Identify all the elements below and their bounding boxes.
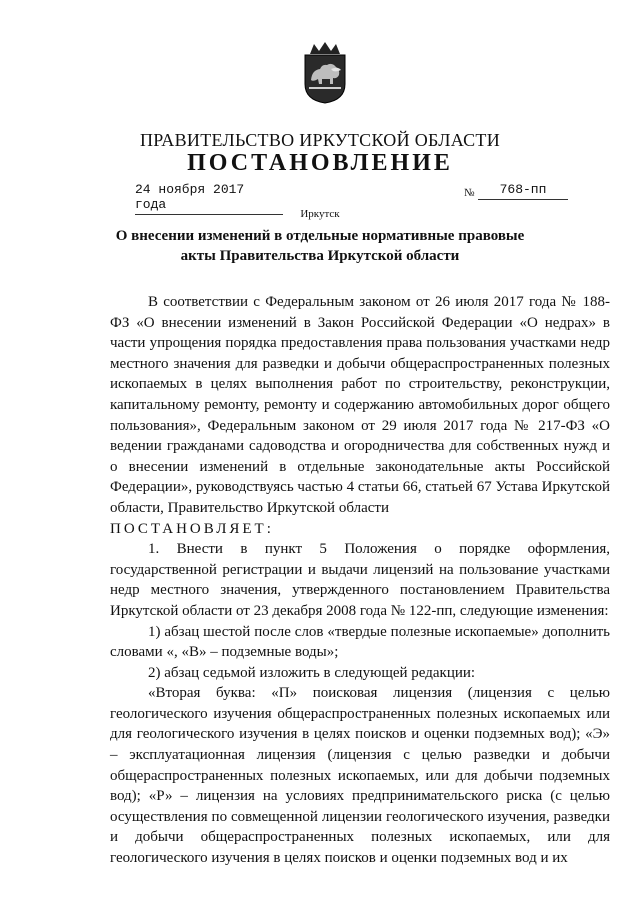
decree-heading: ПОСТАНОВЛЯЕТ: <box>110 520 274 537</box>
document-number: 768-пп <box>478 182 568 200</box>
irkutsk-coat-of-arms-icon <box>300 42 350 104</box>
subitem-1-paragraph: 1) абзац шестой после слов «твердые полезные ископаемые» дополнить словами «, «В» – подземные воды»; <box>110 623 610 661</box>
number-label: № <box>464 187 475 199</box>
document-subject: О внесении изменений в отдельные нормативные правовые акты Правительства Иркутской области <box>115 228 525 264</box>
city: Иркутск <box>300 208 340 220</box>
subitem-2-paragraph: 2) абзац седьмой изложить в следующей редакции: <box>148 664 476 681</box>
item-1-paragraph: 1. Внести в пункт 5 Положения о порядке оформления, государственной регистрации и выдачи лицензий на пользование участками недр местного значения, утвержденного постановлением Правительства Иркутской области от 23 декабря 2008 года № 122-пп, следующие изменения: <box>110 541 610 619</box>
quoted-text-paragraph: «Вторая буква: «П» поисковая лицензия (лицензия с целью геологического изучения общераспространенных полезных ископаемых или для геологического изучения в целях поисков и оценки подземных вод); «Э» – эксплуатационная лицензия (лицензия с целью разведки и добычи общераспространенных полезных ископаемых, или для добычи подземных вод); «Р» – лицензия на условиях предпринимательского риска (с целью осуществления по совмещенной лицензии геологического изучения, разведки и добычи общераспространенных полезных ископаемых, или для геологического изучения в целях поисков и оценки подземных вод и их <box>110 685 610 867</box>
preamble-paragraph: В соответствии с Федеральным законом от 26 июля 2017 года № 188-ФЗ «О внесении изменений в Закон Российской Федерации «О недрах» в части упрощения порядка предоставления права пользования участками недр местного значения для разведки и добычи общераспространенных полезных ископаемых в целях выполнения работ по строительству, реконструкции, капитальному ремонту, ремонту и содержанию автомобильных дорог общего пользования», Федеральным законом от 29 июля 2017 года № 217-ФЗ «О ведении гражданами садоводства и огородничества для собственных нужд и о внесении изменений в отдельные законодательные акты Российской Федерации», руководствуясь частью 4 статьи 66, статьей 67 Устава Иркутской области, Правительство Иркутской области <box>110 294 610 516</box>
document-date: 24 ноября 2017 года <box>135 182 283 215</box>
document-body <box>110 292 610 869</box>
document-type: ПОСТАНОВЛЕНИЕ <box>187 150 453 176</box>
government-name: ПРАВИТЕЛЬСТВО ИРКУТСКОЙ ОБЛАСТИ <box>139 130 501 150</box>
